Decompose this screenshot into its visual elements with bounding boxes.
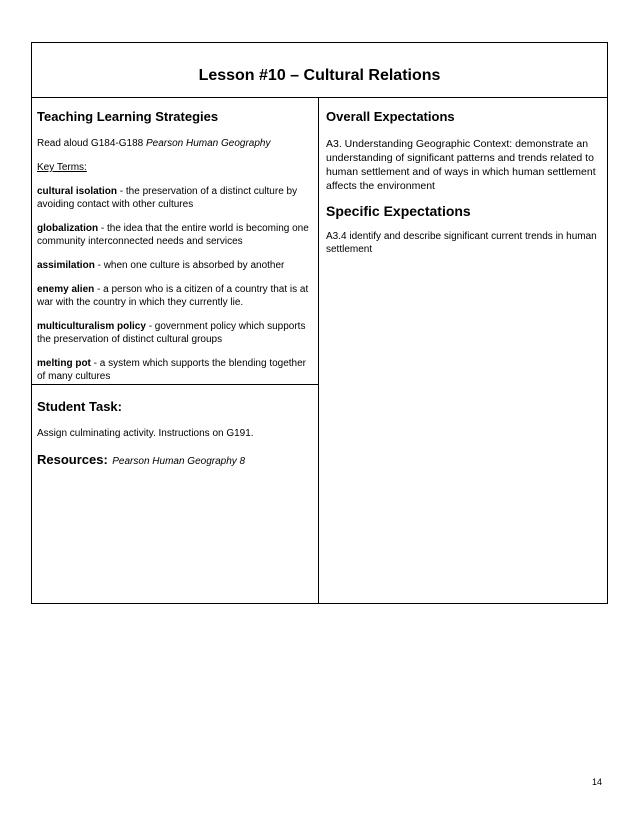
- title-row: [32, 43, 607, 98]
- term-item: [37, 222, 313, 248]
- term-definition: - government policy which supports the preservation of distinct cultural groups: [37, 321, 306, 345]
- term-definition: - a system which supports the blending together of many cultures: [37, 358, 307, 382]
- overall-expectations-heading: Overall Expectations: [326, 109, 455, 124]
- expectations-cell: [326, 109, 602, 267]
- column-divider: [318, 98, 319, 603]
- lesson-title: Lesson #10 – Cultural Relations: [198, 67, 441, 84]
- specific-expectations-text: A3.4 identify and describe significant current trends in human settlement: [326, 231, 597, 255]
- term-name: assimilation: [37, 260, 95, 271]
- term-name: multiculturalism policy: [37, 321, 146, 332]
- strategies-cell: [37, 109, 313, 394]
- strategies-heading: Teaching Learning Strategies: [37, 109, 219, 124]
- resources-line: [37, 451, 313, 469]
- specific-expectations-heading: Specific Expectations: [326, 203, 471, 219]
- term-definition: - the idea that the entire world is becoming one community interconnected needs and services: [37, 223, 309, 247]
- term-name: enemy alien: [37, 284, 95, 295]
- overall-expectations-text: A3. Understanding Geographic Context: demonstrate an understanding of significant patterns and trends related to human settlement and of ways in which human settlement affects the environment: [326, 138, 596, 192]
- term-name: globalization: [37, 223, 99, 234]
- student-task-text: Assign culminating activity. Instructions on G191.: [37, 428, 254, 439]
- term-item: [37, 320, 313, 346]
- student-task-heading: Student Task:: [37, 399, 122, 414]
- term-name: cultural isolation: [37, 186, 118, 197]
- resources-label: Resources:: [37, 452, 108, 467]
- term-item: [37, 259, 313, 272]
- read-aloud-prefix: Read aloud G184-G188: [37, 138, 146, 149]
- term-definition: - a person who is a citizen of a country that is at war with the country in which they currently lie.: [37, 284, 309, 308]
- lesson-table: [31, 42, 608, 604]
- page-number: 14: [592, 777, 603, 787]
- term-name: melting pot: [37, 358, 91, 369]
- task-cell: [37, 399, 313, 469]
- term-definition: - the preservation of a distinct culture by avoiding contact with other cultures: [37, 186, 298, 210]
- key-terms-label: Key Terms:: [37, 162, 87, 173]
- read-aloud-text: [37, 137, 313, 150]
- resources-value: Pearson Human Geography 8: [112, 456, 246, 467]
- term-item: [37, 283, 313, 309]
- read-aloud-book: Pearson Human Geography: [145, 138, 271, 149]
- term-item: [37, 357, 313, 383]
- term-item: [37, 185, 313, 211]
- term-definition: - when one culture is absorbed by another: [94, 260, 285, 271]
